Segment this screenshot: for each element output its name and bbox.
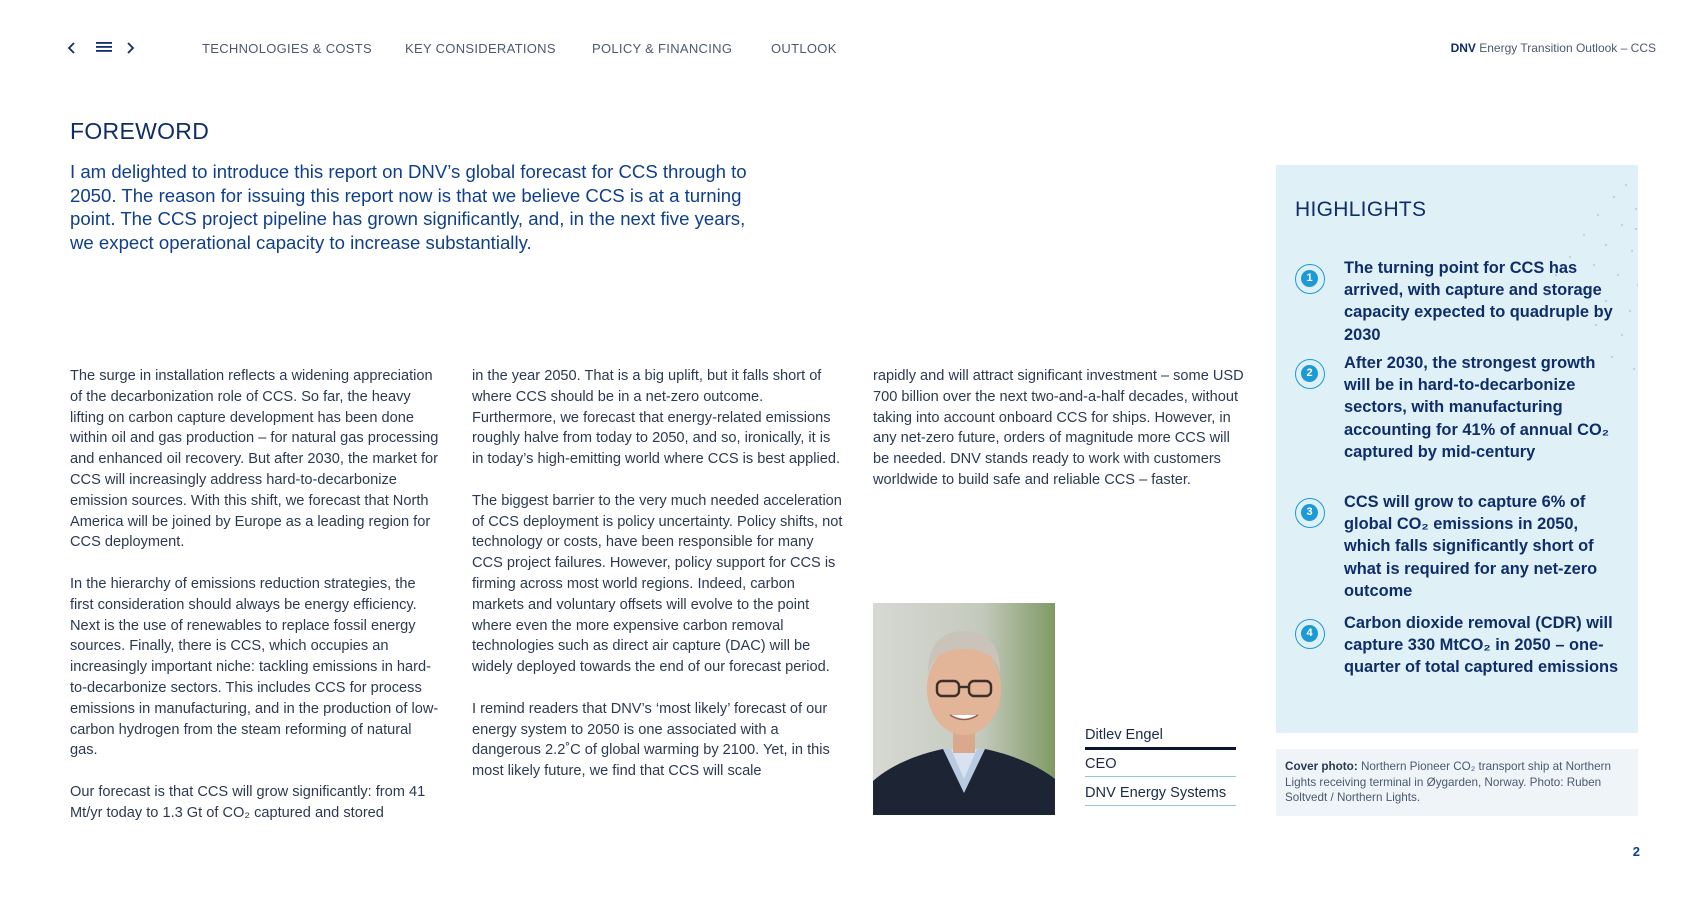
highlight-text: The turning point for CCS has arrived, with capture and storage capacity expected to quadruple by 2030 — [1344, 259, 1613, 344]
highlight-text: After 2030, the strongest growth will be in hard-to-decarbonize sectors, with manufacturing accounting for 41% of annual CO₂ captured by mid-century — [1344, 354, 1610, 461]
highlight-number: 2 — [1301, 365, 1318, 382]
number-badge-icon — [1295, 264, 1325, 294]
number-badge-icon — [1295, 359, 1325, 389]
page-number: 2 — [1632, 844, 1640, 859]
highlight-number: 4 — [1301, 625, 1318, 642]
highlight-text: CCS will grow to capture 6% of global CO₂ emissions in 2050, which falls significantly short of what is required for any net-zero outcome — [1344, 493, 1598, 600]
brand-logo-text: DNV — [1450, 41, 1476, 55]
ceo-portrait — [873, 603, 1055, 815]
body-paragraph: Our forecast is that CCS will grow significantly: from 41 Mt/yr today to 1.3 Gt of CO₂ captured and stored — [70, 783, 426, 821]
signature-name: Ditlev Engel — [1085, 727, 1236, 750]
body-paragraph: in the year 2050. That is a big uplift, but it falls short of where CCS should be in a net-zero outcome. Furthermore, we forecast that energy-related emissions roughly halve from today to 2050, and so, ironically, it is in today’s high-emitting world where CCS is best applied. — [472, 368, 841, 468]
body-paragraph: rapidly and will attract significant investment – some USD 700 billion over the next two-and-a-half decades, without taking into account onboard CCS for ships. However, in any net-zero future, orders of magnitude more CCS will be needed. DNV stands ready to work with customers worldwide to build safe and reliable CCS – faster. — [873, 368, 1244, 488]
caption-text: Northern Pioneer CO₂ transport ship at Northern Lights receiving terminal in Øygarden, Norway. Photo: Ruben Soltvedt / Northern Lights. — [1285, 760, 1612, 805]
highlight-number: 3 — [1301, 504, 1318, 521]
next-page-icon[interactable] — [124, 36, 142, 60]
previous-page-icon[interactable] — [66, 36, 84, 60]
highlights-panel — [1276, 165, 1638, 733]
page-title: FOREWORD — [70, 118, 210, 144]
report-brand — [1451, 41, 1656, 55]
caption-label: Cover photo: — [1285, 760, 1358, 773]
body-column-1 — [70, 366, 442, 844]
nav-link-technologies-costs[interactable]: TECHNOLOGIES & COSTS — [202, 41, 372, 56]
body-paragraph: The biggest barrier to the very much needed acceleration of CCS deployment is policy uncertainty. Policy shifts, not technology or costs, have been responsible for many CCS project failures. However, policy support for CCS is firming across most world regions. Indeed, carbon markets and voluntary offsets will evolve to the point where even the more expensive carbon removal technologies such as direct air capture (DAC) will be widely deployed towards the end of our forecast period. — [472, 492, 843, 676]
body-column-2 — [472, 366, 844, 803]
menu-icon[interactable] — [93, 38, 115, 56]
number-badge-icon — [1295, 498, 1325, 528]
top-nav — [66, 36, 1656, 60]
body-column-3 — [873, 366, 1245, 512]
nav-link-outlook[interactable]: OUTLOOK — [771, 41, 837, 56]
body-paragraph: The surge in installation reflects a widening appreciation of the decarbonization role of CCS. So far, the heavy lifting on carbon capture development has been done within oil and gas production – for natural gas processing and enhanced oil recovery. But after 2030, the market for CCS will increasingly address hard-to-decarbonize emission sources. With this shift, we forecast that North America will be joined by Europe as a leading region for CCS deployment. — [70, 368, 439, 551]
highlights-heading: HIGHLIGHTS — [1295, 198, 1427, 221]
highlight-text: Carbon dioxide removal (CDR) will capture 330 MtCO₂ in 2050 – one-quarter of total captured emissions — [1344, 614, 1619, 677]
body-paragraph: In the hierarchy of emissions reduction strategies, the first consideration should always be energy efficiency. Next is the use of renewables to replace fossil energy sources. Finally, there is CCS, which occupies an increasingly important niche: tackling emissions in hard-to-decarbonize sectors. This includes CCS for process emissions in manufacturing, and in the production of low-carbon hydrogen from the steam reforming of natural gas. — [70, 575, 439, 759]
brand-report-title: Energy Transition Outlook – CCS — [1475, 41, 1656, 55]
nav-link-policy-financing[interactable]: POLICY & FINANCING — [592, 41, 733, 56]
signature-organization: DNV Energy Systems — [1085, 785, 1236, 806]
nav-link-key-considerations[interactable]: KEY CONSIDERATIONS — [405, 41, 556, 56]
cover-photo-caption — [1276, 749, 1638, 816]
lead-paragraph: I am delighted to introduce this report on DNV’s global forecast for CCS through to 2050. The reason for issuing this report now is that we believe CCS is at a turning point. The CCS project pipeline has grown significantly, and, in the next five years, we expect operational capacity to increase substantially. — [70, 161, 747, 253]
signature-title: CEO — [1085, 756, 1236, 777]
number-badge-icon — [1295, 619, 1325, 649]
body-paragraph: I remind readers that DNV’s ‘most likely’ forecast of our energy system to 2050 is one associated with a dangerous 2.2˚C of global warming by 2100. Yet, in this most likely future, we find that CCS will scale — [472, 700, 830, 780]
highlight-number: 1 — [1301, 270, 1318, 287]
